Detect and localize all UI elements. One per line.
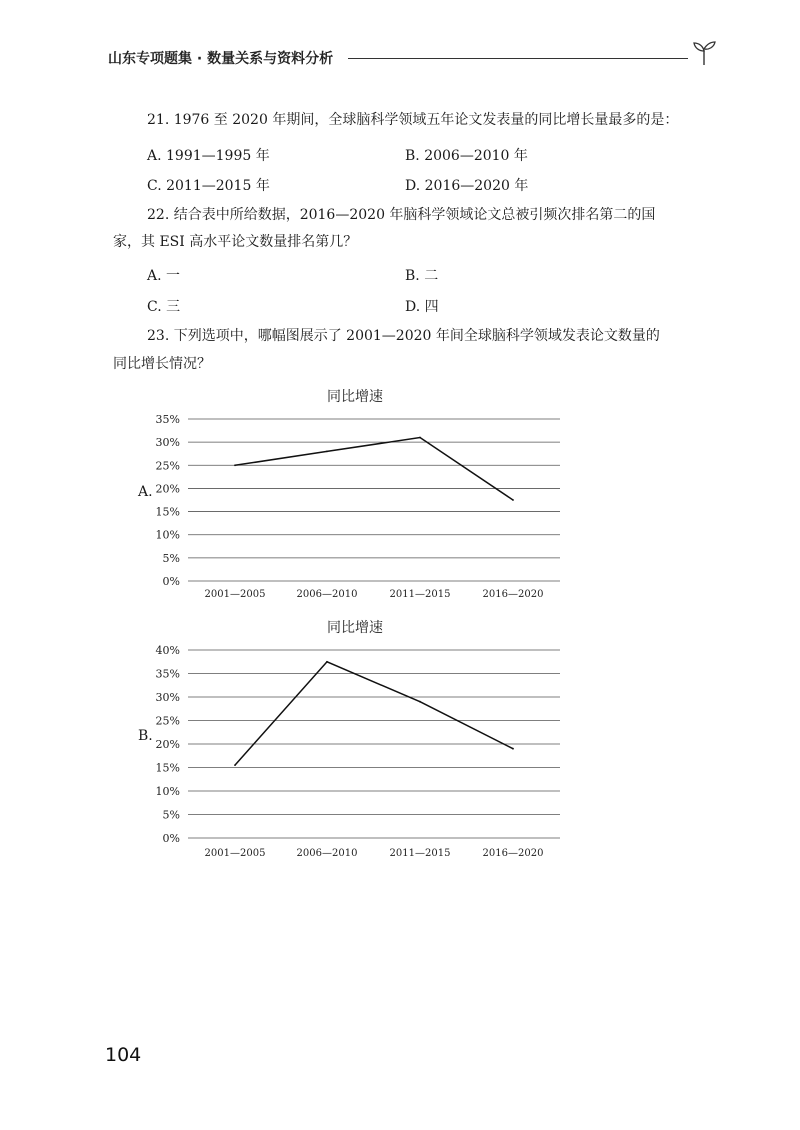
chart-a-y-tick-label: 10%	[155, 528, 180, 542]
chart-a-data-point	[512, 499, 514, 501]
book-title: 山东专项题集 · 数量关系与资料分析	[108, 51, 334, 67]
chart-b-data-point	[512, 748, 514, 750]
q21-option-a[interactable]: A. 1991—1995 年	[147, 148, 270, 164]
header-rule	[348, 58, 688, 59]
chart-b-data-point	[326, 661, 328, 663]
line-chart-a	[130, 385, 580, 607]
chart-a-data-point	[234, 464, 236, 466]
chart-a-y-tick-label: 15%	[155, 505, 180, 519]
chart-b-x-tick-label: 2016—2020	[482, 848, 544, 859]
chart-b-y-tick-label: 40%	[155, 644, 180, 657]
chart-b-y-tick-label: 0%	[162, 832, 180, 845]
chart-b-y-tick-label: 30%	[155, 691, 180, 704]
question-21: 21. 1976 至 2020 年期间，全球脑科学领域五年论文发表量的同比增长量最多的是：	[147, 112, 679, 128]
q21-option-d[interactable]: D. 2016—2020 年	[405, 178, 529, 194]
chart-b-x-tick-label: 2011—2015	[389, 848, 451, 859]
chart-a-x-tick-label: 2006—2010	[296, 589, 358, 600]
chart-a-y-tick-label: 5%	[162, 551, 180, 565]
chart-b-title: 同比增速	[327, 620, 383, 636]
question-23-line-1: 23. 下列选项中，哪幅图展示了 2001—2020 年间全球脑科学领域发表论文数量的	[147, 328, 660, 344]
chart-b-series-line	[235, 662, 513, 765]
running-header	[108, 44, 718, 74]
question-22-line-1: 22. 结合表中所给数据，2016—2020 年脑科学领域论文总被引频次排名第二的国	[147, 207, 656, 223]
chart-option-a	[130, 385, 580, 607]
q23-option-a[interactable]: A.	[138, 484, 153, 500]
chart-a-data-point	[326, 451, 328, 453]
q21-option-b[interactable]: B. 2006—2010 年	[405, 148, 528, 164]
q23-option-b[interactable]: B.	[138, 728, 153, 744]
page-number: 104	[105, 1044, 142, 1066]
q22-option-b[interactable]: B. 二	[405, 268, 439, 284]
chart-a-series-line	[235, 438, 513, 501]
chart-a-x-tick-label: 2016—2020	[482, 589, 544, 600]
chart-b-y-tick-label: 15%	[155, 761, 180, 775]
chart-option-b	[130, 614, 580, 864]
chart-b-y-tick-label: 25%	[155, 714, 180, 728]
q22-option-c[interactable]: C. 三	[147, 299, 181, 315]
chart-b-x-tick-label: 2001—2005	[204, 848, 266, 859]
chart-a-data-point	[419, 437, 421, 439]
chart-b-y-tick-label: 35%	[155, 667, 180, 681]
question-22-line-2: 家，其 ESI 高水平论文数量排名第几？	[113, 234, 358, 250]
chart-a-x-tick-label: 2011—2015	[389, 589, 451, 600]
chart-b-data-point	[419, 701, 421, 703]
chart-b-x-tick-label: 2006—2010	[296, 848, 358, 859]
line-chart-b	[130, 614, 580, 864]
chart-b-y-tick-label: 20%	[155, 738, 180, 751]
chart-b-data-point	[234, 764, 236, 766]
chart-a-y-tick-label: 25%	[155, 459, 180, 473]
q21-option-c[interactable]: C. 2011—2015 年	[147, 178, 270, 194]
sprout-icon	[691, 40, 717, 66]
chart-a-y-tick-label: 20%	[155, 482, 180, 496]
chart-a-title: 同比增速	[327, 389, 383, 405]
chart-a-y-tick-label: 0%	[162, 575, 180, 588]
chart-a-y-tick-label: 35%	[155, 413, 180, 426]
question-23-line-2: 同比增长情况？	[113, 356, 211, 372]
chart-a-y-tick-label: 30%	[155, 436, 180, 450]
q22-option-a[interactable]: A. 一	[147, 268, 181, 284]
chart-b-y-tick-label: 10%	[155, 785, 180, 798]
chart-a-x-tick-label: 2001—2005	[204, 589, 266, 600]
chart-b-y-tick-label: 5%	[162, 808, 180, 822]
q22-option-d[interactable]: D. 四	[405, 299, 439, 315]
